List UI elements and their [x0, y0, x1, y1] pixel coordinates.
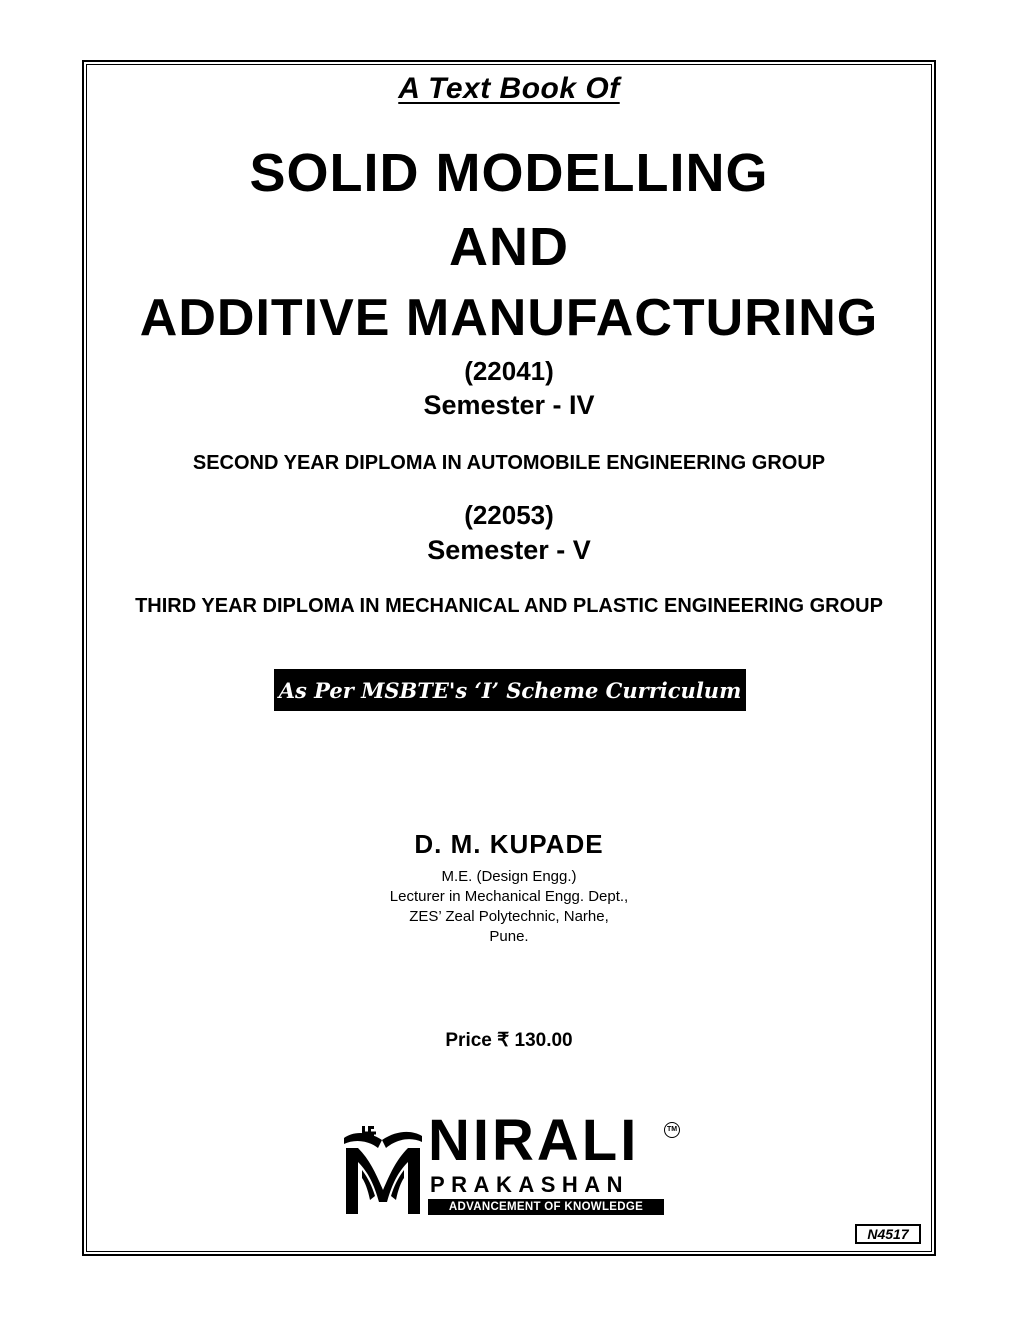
- title-line-3: ADDITIVE MANUFACTURING: [139, 289, 879, 347]
- title-line-1: SOLID MODELLING: [249, 143, 769, 203]
- semester-1: Semester - IV: [423, 390, 595, 420]
- author-institute: ZES’ Zeal Polytechnic, Narhe,: [409, 908, 609, 925]
- scheme-text: As Per MSBTE's ‘I’ Scheme Curriculum: [278, 677, 742, 703]
- semester-2: Semester - V: [427, 535, 591, 565]
- scheme-banner: [274, 669, 746, 711]
- author-name: D. M. KUPADE: [414, 829, 604, 859]
- publisher-name: NIRALI: [428, 1108, 640, 1173]
- textbook-of-heading: [86, 72, 932, 106]
- textbook-of-text: A Text Book Of: [398, 72, 620, 105]
- author-degree: M.E. (Design Engg.): [441, 868, 577, 885]
- group-2: THIRD YEAR DIPLOMA IN MECHANICAL AND PLASTIC ENGINEERING GROUP: [135, 595, 883, 617]
- book-code: N4517: [855, 1224, 921, 1244]
- book-emblem-icon: [342, 1120, 424, 1216]
- course-code-1: (22041): [464, 356, 554, 386]
- publisher-sub: PRAKASHAN: [430, 1172, 630, 1197]
- publisher-tagline: ADVANCEMENT OF KNOWLEDGE: [428, 1199, 664, 1215]
- author-position: Lecturer in Mechanical Engg. Dept.,: [389, 888, 629, 905]
- group-1: SECOND YEAR DIPLOMA IN AUTOMOBILE ENGINEERING GROUP: [192, 452, 826, 474]
- trademark-badge: TM: [664, 1122, 680, 1138]
- course-code-2: (22053): [464, 500, 554, 530]
- title-line-2: AND: [449, 217, 569, 277]
- author-city: Pune.: [489, 928, 529, 945]
- price: Price ₹ 130.00: [445, 1030, 573, 1051]
- publisher-logo: [342, 1108, 682, 1220]
